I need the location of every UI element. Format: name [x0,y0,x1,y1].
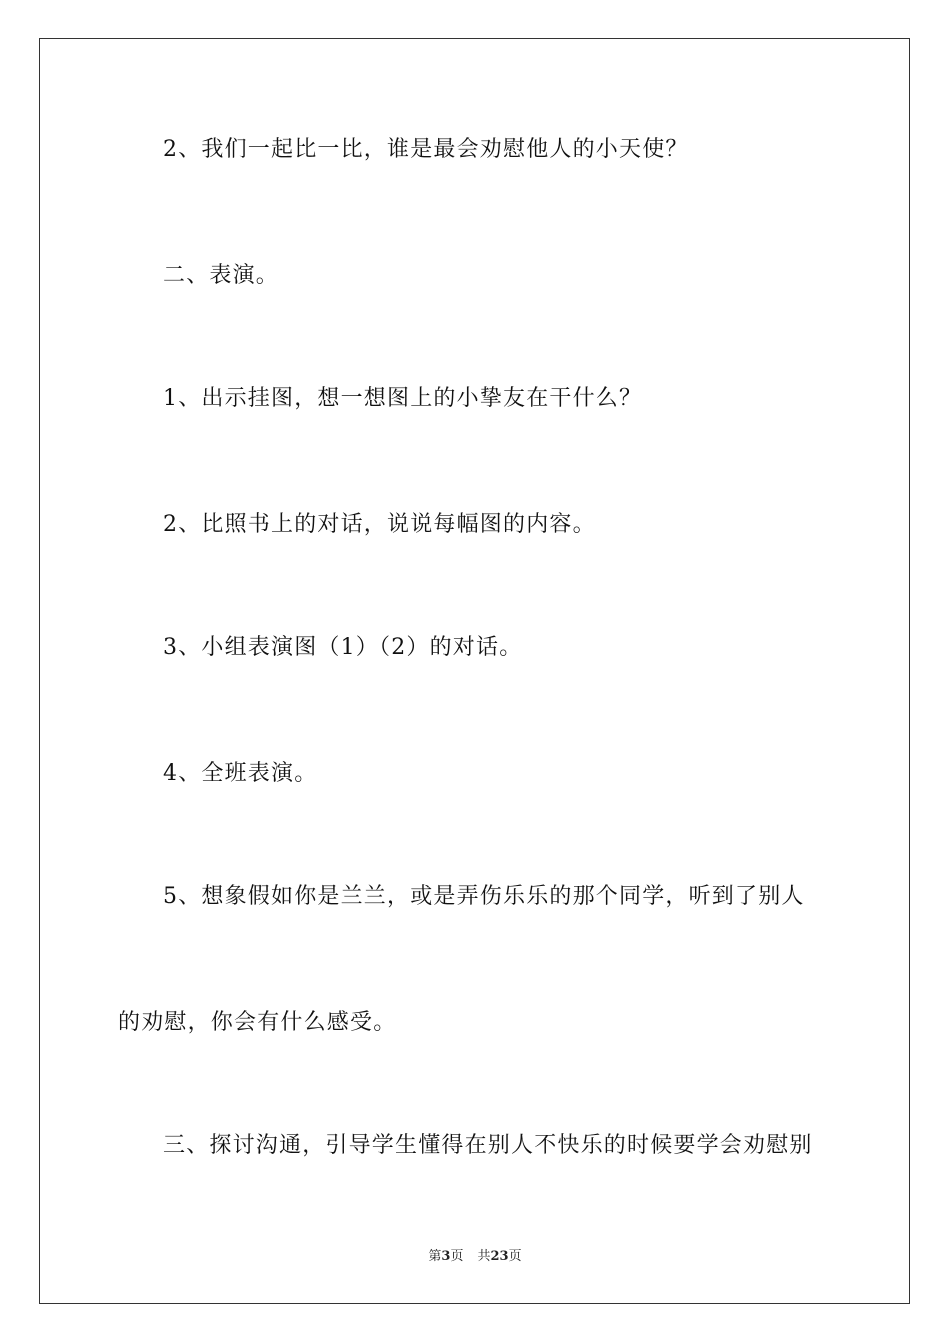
paragraph-line-3: 1、出示挂图，想一想图上的小挚友在干什么？ [163,386,643,411]
footer-total-suffix: 页 [508,1249,522,1264]
footer-page-number: 3 [441,1249,451,1264]
footer-page-suffix: 页 [450,1249,464,1264]
footer-page-prefix: 第 [428,1249,442,1264]
paragraph-line-5: 3、小组表演图（1）（2）的对话。 [163,635,523,660]
paragraph-line-4: 2、比照书上的对话，说说每幅图的内容。 [163,512,596,537]
paragraph-line-8: 的劝慰，你会有什么感受。 [118,1010,397,1035]
footer-total-pages: 23 [490,1249,509,1264]
page-border [39,38,910,1304]
footer-total-prefix: 共 [477,1249,491,1264]
paragraph-line-1: 2、我们一起比一比，谁是最会劝慰他人的小天使？ [163,137,689,162]
section-heading-2: 二、表演。 [163,263,280,288]
page-footer [0,1248,950,1266]
paragraph-line-6: 4、全班表演。 [163,761,318,786]
section-heading-3: 三、探讨沟通，引导学生懂得在别人不快乐的时候要学会劝慰别 [163,1133,813,1158]
paragraph-line-7: 5、想象假如你是兰兰，或是弄伤乐乐的那个同学，听到了别人 [163,884,805,909]
